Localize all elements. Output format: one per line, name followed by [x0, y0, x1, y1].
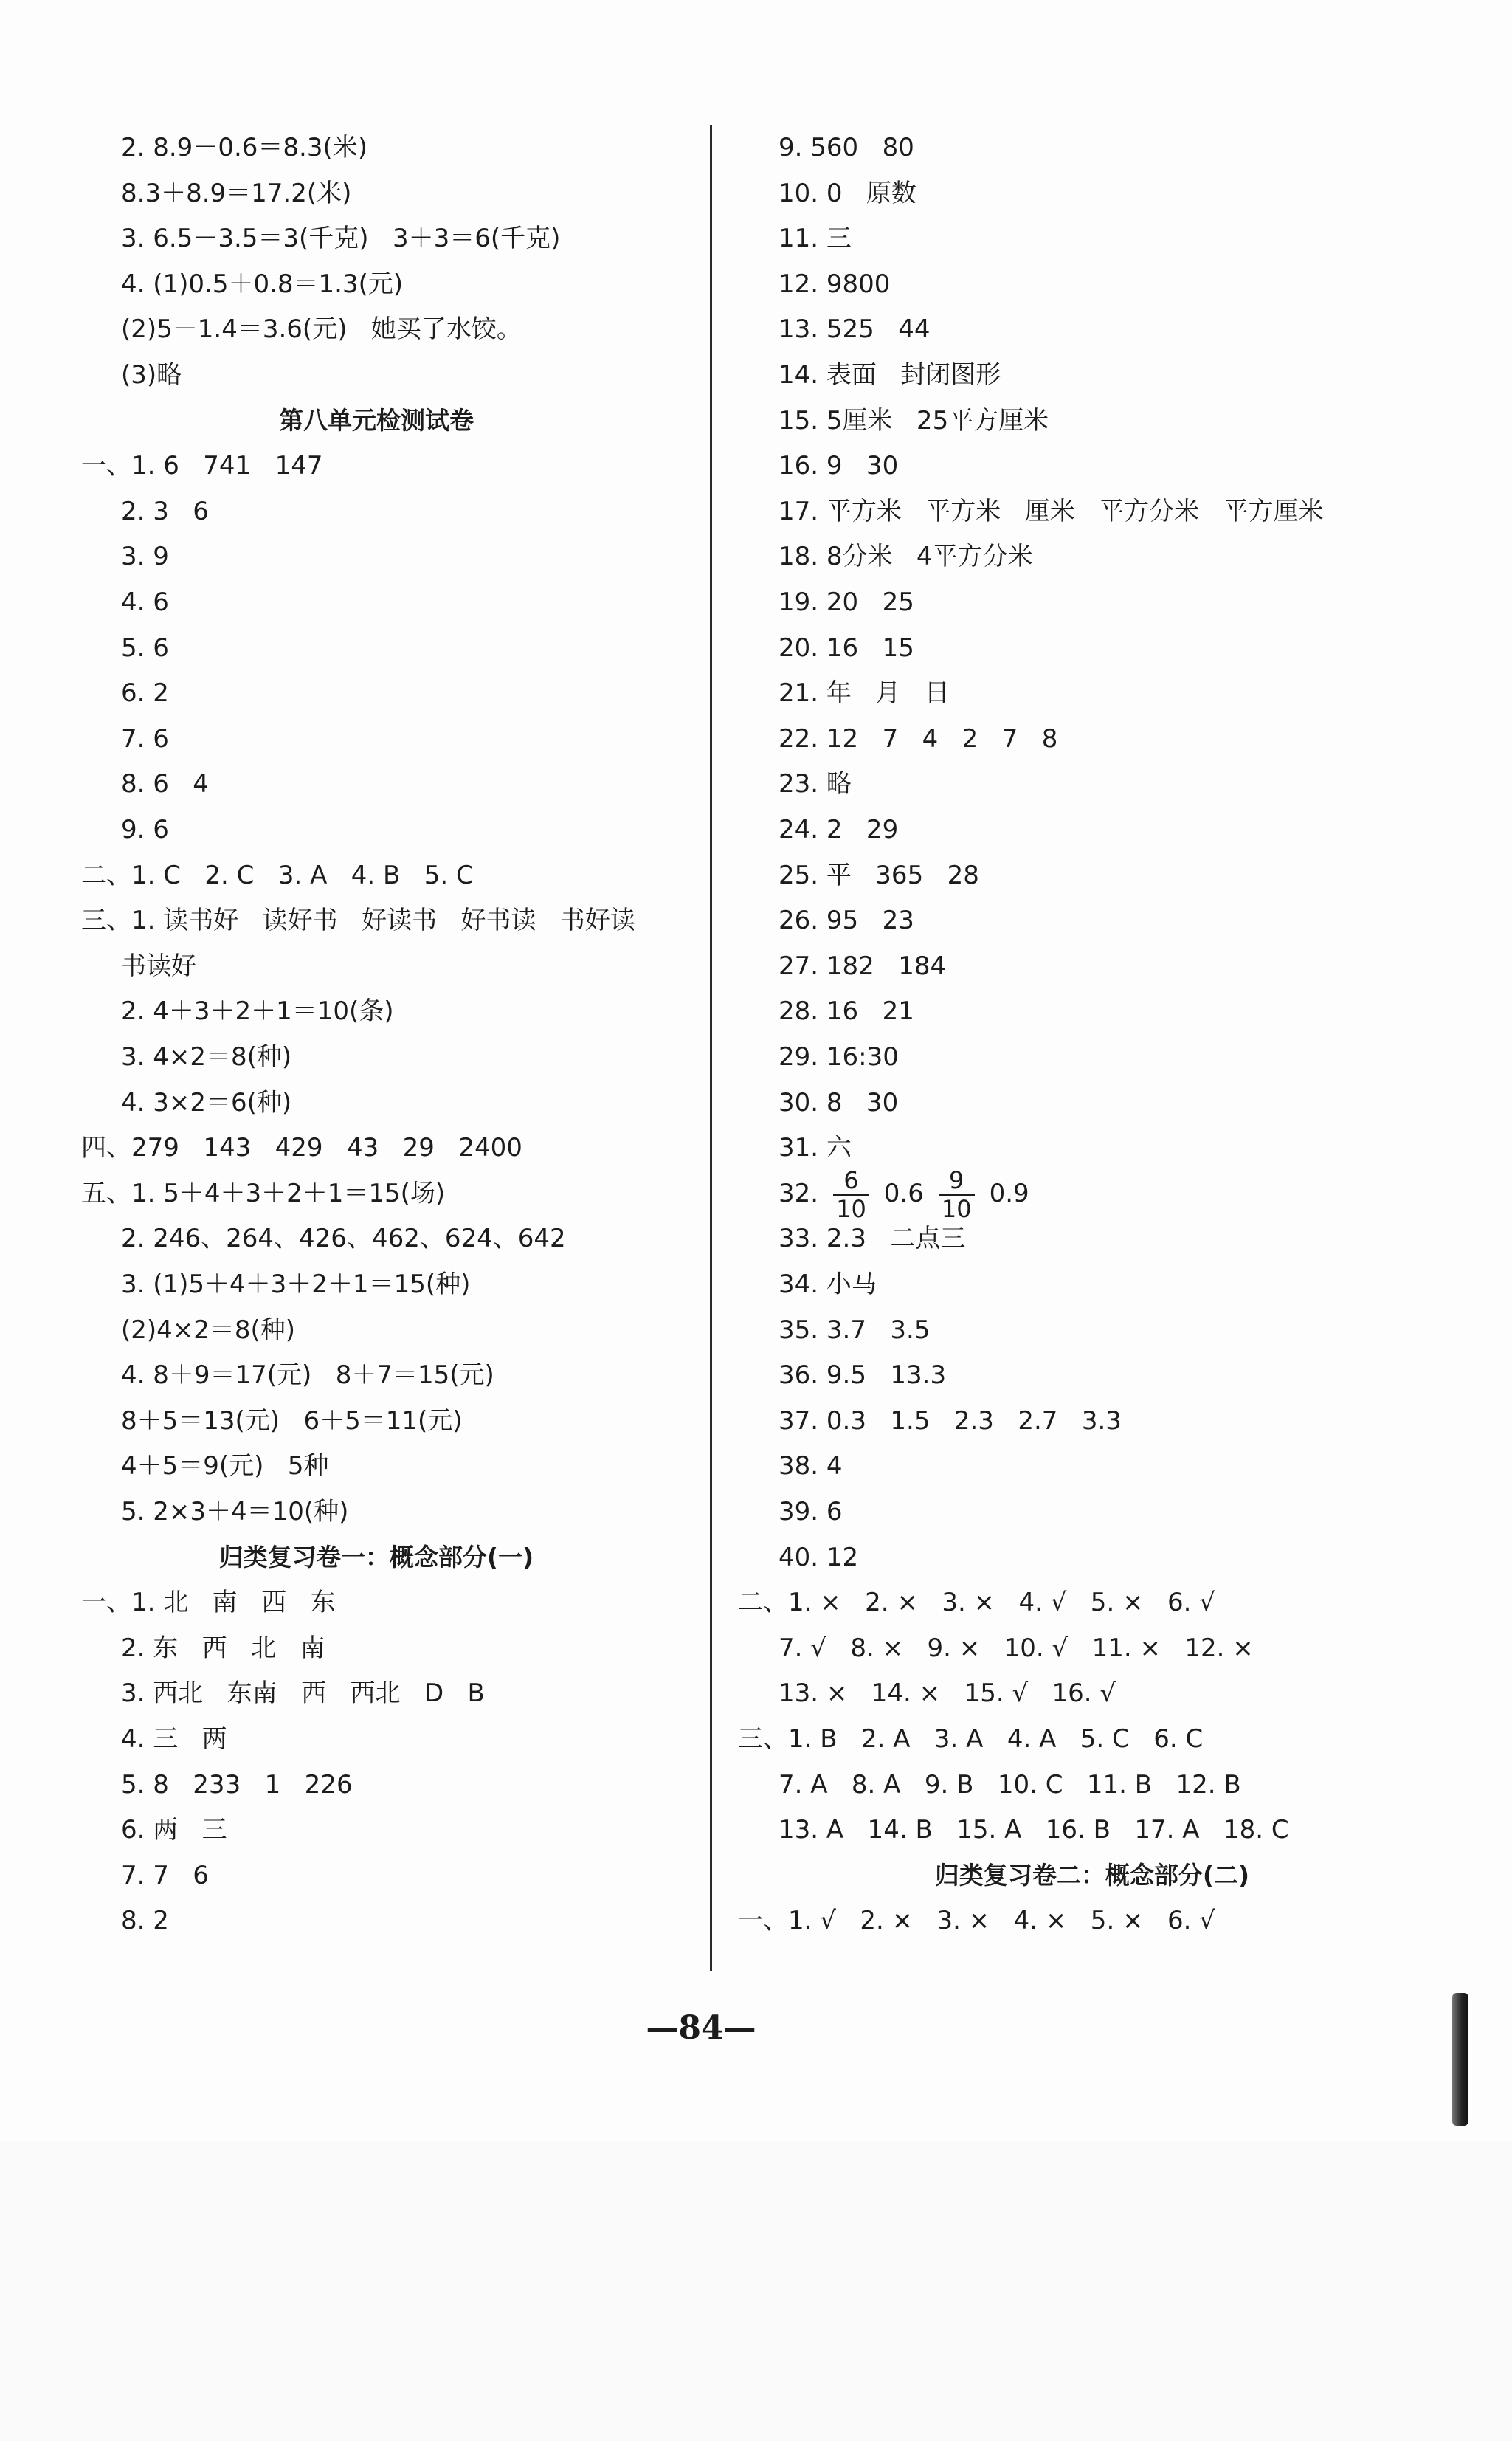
section-answer-line: 三、1. 读书好 读好书 好读书 好书读 书好读: [81, 906, 635, 936]
answer-line: 4. (1)0.5＋0.8＝1.3(元): [121, 269, 404, 299]
bottom-margin: [0, 2141, 1512, 2441]
answer-line: (2)5－1.4＝3.6(元) 她买了水饺。: [121, 314, 522, 345]
answer-line: 5. 8 233 1 226: [121, 1769, 353, 1800]
answer-line: 2. 246、264、426、462、624、642: [121, 1224, 566, 1254]
answer-line: (3)略: [121, 360, 182, 390]
answer-line: 20. 16 15: [779, 633, 914, 663]
fraction-denominator: 10: [941, 1194, 972, 1223]
answer-line: 24. 2 29: [779, 815, 899, 844]
answer-line: 6. 2: [121, 678, 169, 709]
answer-line: 13. A 14. B 15. A 16. B 17. A 18. C: [779, 1815, 1289, 1845]
answer-line: 26. 95 23: [779, 906, 914, 936]
answer-line: 4. 3×2＝6(种): [121, 1087, 292, 1118]
answer-line: 2. 8.9－0.6＝8.3(米): [121, 133, 367, 162]
answer-line: 21. 年 月 日: [779, 678, 950, 709]
answer-line: 33. 2.3 二点三: [779, 1224, 966, 1254]
answer-line: 8. 6 4: [121, 769, 209, 799]
answer-line: 31. 六: [779, 1133, 852, 1163]
answer-line: 2. 东 西 北 南: [121, 1633, 325, 1663]
answer-line: 7. √ 8. × 9. × 10. √ 11. × 12. ×: [779, 1633, 1254, 1663]
answer-line: 4＋5＝9(元) 5种: [121, 1451, 329, 1481]
answer-line: 3. 西北 东南 西 西北 D B: [121, 1679, 485, 1709]
answer-line: 38. 4: [779, 1451, 843, 1481]
decimal-value: 0.9: [989, 1178, 1029, 1208]
fraction-denominator: 10: [836, 1194, 866, 1223]
answer-line-fraction: [779, 1164, 1040, 1223]
answer-line: 5. 2×3＋4＝10(种): [121, 1497, 349, 1526]
answer-line: 3. 4×2＝8(种): [121, 1042, 292, 1072]
fraction-numerator: 6: [833, 1167, 869, 1196]
answer-line: 10. 0 原数: [779, 178, 916, 208]
section-answer-line: 一、1. √ 2. × 3. × 4. × 5. × 6. √: [738, 1906, 1215, 1936]
answer-line: 书读好: [121, 951, 196, 981]
answer-line: 19. 20 25: [779, 588, 914, 617]
answer-line: 35. 3.7 3.5: [779, 1315, 931, 1345]
answer-line: 11. 三: [779, 224, 852, 254]
answer-line: 5. 6: [121, 633, 169, 663]
section-answer-line: 三、1. B 2. A 3. A 4. A 5. C 6. C: [738, 1724, 1204, 1754]
fraction-six-tenths: [833, 1167, 869, 1222]
answer-line: 34. 小马: [779, 1270, 877, 1299]
answer-line: 39. 6: [779, 1497, 843, 1526]
page-number: —84—: [646, 2009, 756, 2047]
section-heading: 归类复习卷一：概念部分(一): [218, 1542, 534, 1571]
fraction-nine-tenths: [939, 1167, 975, 1222]
answer-line: 9. 6: [121, 815, 169, 844]
answer-line: 2. 3 6: [121, 496, 209, 526]
section-answer-line: 一、1. 北 南 西 东: [81, 1588, 336, 1618]
section-answer-line: 四、279 143 429 43 29 2400: [81, 1133, 522, 1163]
answer-line: 2. 4＋3＋2＋1＝10(条): [121, 996, 394, 1027]
answer-line: 36. 9.5 13.3: [779, 1360, 947, 1391]
answer-line: 8.3＋8.9＝17.2(米): [121, 178, 352, 208]
answer-line: 6. 两 三: [121, 1815, 227, 1845]
answer-line: 3. 9: [121, 542, 169, 572]
answer-line: 22. 12 7 4 2 7 8: [779, 723, 1058, 754]
answer-line: 13. 525 44: [779, 314, 931, 345]
answer-line: 37. 0.3 1.5 2.3 2.7 3.3: [779, 1405, 1122, 1436]
section-answer-line: 一、1. 6 741 147: [81, 451, 323, 481]
answer-line: 9. 560 80: [779, 133, 914, 162]
answer-line: 14. 表面 封闭图形: [779, 360, 1001, 390]
answer-line: 7. A 8. A 9. B 10. C 11. B 12. B: [779, 1769, 1241, 1800]
answer-line: 30. 8 30: [779, 1087, 899, 1118]
decimal-value: 0.6: [883, 1178, 924, 1208]
answer-line: 3. (1)5＋4＋3＋2＋1＝15(种): [121, 1270, 471, 1299]
answer-line: 15. 5厘米 25平方厘米: [779, 405, 1049, 435]
answer-line: 7. 7 6: [121, 1860, 209, 1890]
answer-line: 29. 16:30: [779, 1042, 899, 1072]
section-answer-line: 五、1. 5＋4＋3＋2＋1＝15(场): [81, 1178, 446, 1208]
section-heading: 归类复习卷二：概念部分(二): [934, 1860, 1250, 1890]
answer-line: (2)4×2＝8(种): [121, 1315, 296, 1345]
answer-line: 3. 6.5－3.5＝3(千克) 3＋3＝6(千克): [121, 224, 561, 254]
section-answer-line: 二、1. C 2. C 3. A 4. B 5. C: [81, 860, 474, 890]
section-answer-line: 二、1. × 2. × 3. × 4. √ 5. × 6. √: [738, 1588, 1215, 1618]
section-heading: 第八单元检测试卷: [279, 405, 474, 435]
column-divider: [710, 125, 712, 1971]
answer-line: 23. 略: [779, 769, 852, 799]
answer-line: 27. 182 184: [779, 951, 947, 981]
answer-line: 25. 平 365 28: [779, 860, 979, 890]
fraction-numerator: 9: [939, 1167, 975, 1196]
answer-line: 28. 16 21: [779, 996, 914, 1027]
answer-line: 8＋5＝13(元) 6＋5＝11(元): [121, 1405, 463, 1436]
question-number: 32.: [779, 1178, 819, 1208]
answer-line: 4. 三 两: [121, 1724, 227, 1754]
answer-line: 18. 8分米 4平方分米: [779, 542, 1033, 572]
answer-line: 13. × 14. × 15. √ 16. √: [779, 1679, 1116, 1709]
page-edge-shadow: [1452, 1993, 1468, 2126]
answer-line: 16. 9 30: [779, 451, 899, 481]
answer-line: 8. 2: [121, 1906, 169, 1936]
answer-line: 17. 平方米 平方米 厘米 平方分米 平方厘米: [779, 496, 1324, 526]
answer-line: 4. 6: [121, 588, 169, 617]
answer-line: 4. 8＋9＝17(元) 8＋7＝15(元): [121, 1360, 494, 1391]
answer-line: 12. 9800: [779, 269, 891, 299]
answer-line: 7. 6: [121, 723, 169, 754]
answer-line: 40. 12: [779, 1542, 859, 1572]
